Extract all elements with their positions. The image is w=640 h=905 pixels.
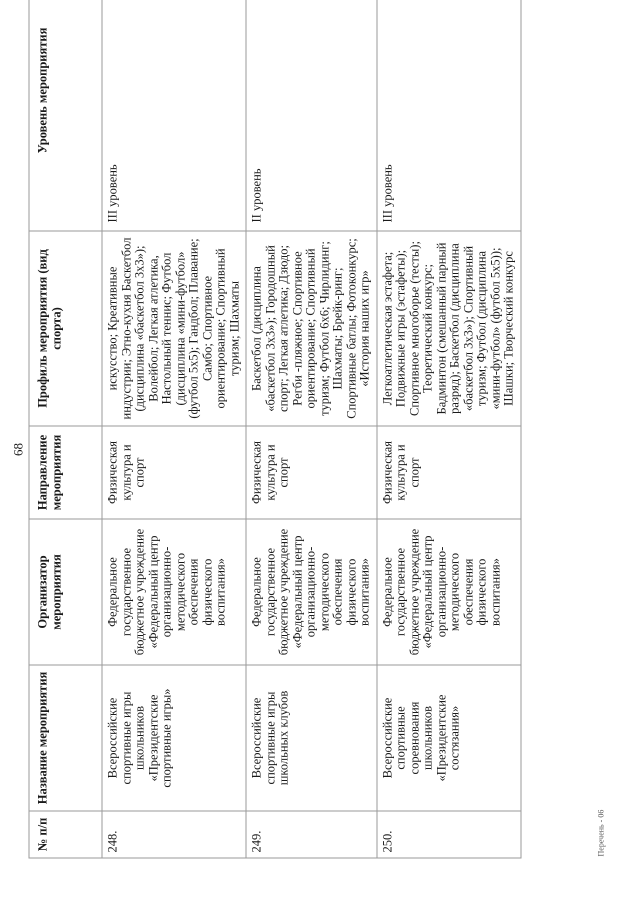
row-level: II уровень xyxy=(246,0,377,231)
table-row xyxy=(246,0,377,858)
row-organizer: Федеральное государственное бюджетное учреждение «Федеральный центр организационно-методического обеспечения физического воспитания» xyxy=(377,519,521,665)
row-name: Всероссийские спортивные игры школьников «Президентские спортивные игры» xyxy=(102,665,246,811)
row-profile: Легкоатлетическая эстафета; Подвижные игры (эстафеты); Спортивное многоборье (тесты); Теоретический конкурс; Бадминтон (смешанный парный разряд); Баскетбол (дисциплина «баскетбол 3х3»); Спортивный туризм; Футбол (дисциплина «мини-футбол» (футбол 5х5)); Шашки; Творческий конкурс xyxy=(377,231,521,426)
row-organizer: Федеральное государственное бюджетное учреждение «Федеральный центр организационно-методического обеспечения физического воспитания» xyxy=(246,519,377,665)
events-table xyxy=(29,0,522,859)
row-name: Всероссийские спортивные соревнования школьников «Президентские состязания» xyxy=(377,665,521,811)
header-num: № п/п xyxy=(29,811,102,858)
header-name: Название мероприятия xyxy=(29,665,102,811)
table-row xyxy=(377,0,521,858)
header-organizer: Организатор мероприятия xyxy=(29,519,102,665)
row-organizer: Федеральное государственное бюджетное учреждение «Федеральный центр организационно-методического обеспечения физического воспитания» xyxy=(102,519,246,665)
rotated-page xyxy=(1,0,640,905)
header-direction: Направление мероприятия xyxy=(29,426,102,519)
header-profile: Профиль мероприятия (вид спорта) xyxy=(29,231,102,426)
row-direction: Физическая культура и спорт xyxy=(246,426,377,519)
row-profile: искусство; Креативные индустрии; Этно-кухня Баскетбол (дисциплина «баскетбол 3х3»); Волейбол; Легкая атлетика, Настольный теннис; Футбол (дисциплина «мини-футбол» (футбол 5х5); Гандбол; Плавание; Самбо; Спортивное ориентирование; Спортивный туризм; Шахматы xyxy=(102,231,246,426)
table-row xyxy=(102,0,246,858)
table-header-row xyxy=(29,0,102,858)
row-num: 248. xyxy=(102,811,246,858)
header-level: Уровень мероприятия xyxy=(29,0,102,231)
page-footer: Перечень - 06 xyxy=(596,809,606,857)
row-name: Всероссийские спортивные игры школьных клубов xyxy=(246,665,377,811)
row-num: 250. xyxy=(377,811,521,858)
row-direction: Физическая культура и спорт xyxy=(377,426,521,519)
row-direction: Физическая культура и спорт xyxy=(102,426,246,519)
row-num: 249. xyxy=(246,811,377,858)
row-profile: Баскетбол (дисциплина «баскетбол 3х3»); Городошный спорт; Легкая атлетика; Дзюдо; Регби -пляжное; Спортивное ориентирование; Спортивный туризм; Футбол 6х6; Чирлидинг; Шахматы; Брейк-ринг; Спортивные батлы; Фотоконкурс; «История наших игр» xyxy=(246,231,377,426)
row-level: III уровень xyxy=(377,0,521,231)
row-level: III уровень xyxy=(102,0,246,231)
page-number: 68 xyxy=(10,443,26,456)
